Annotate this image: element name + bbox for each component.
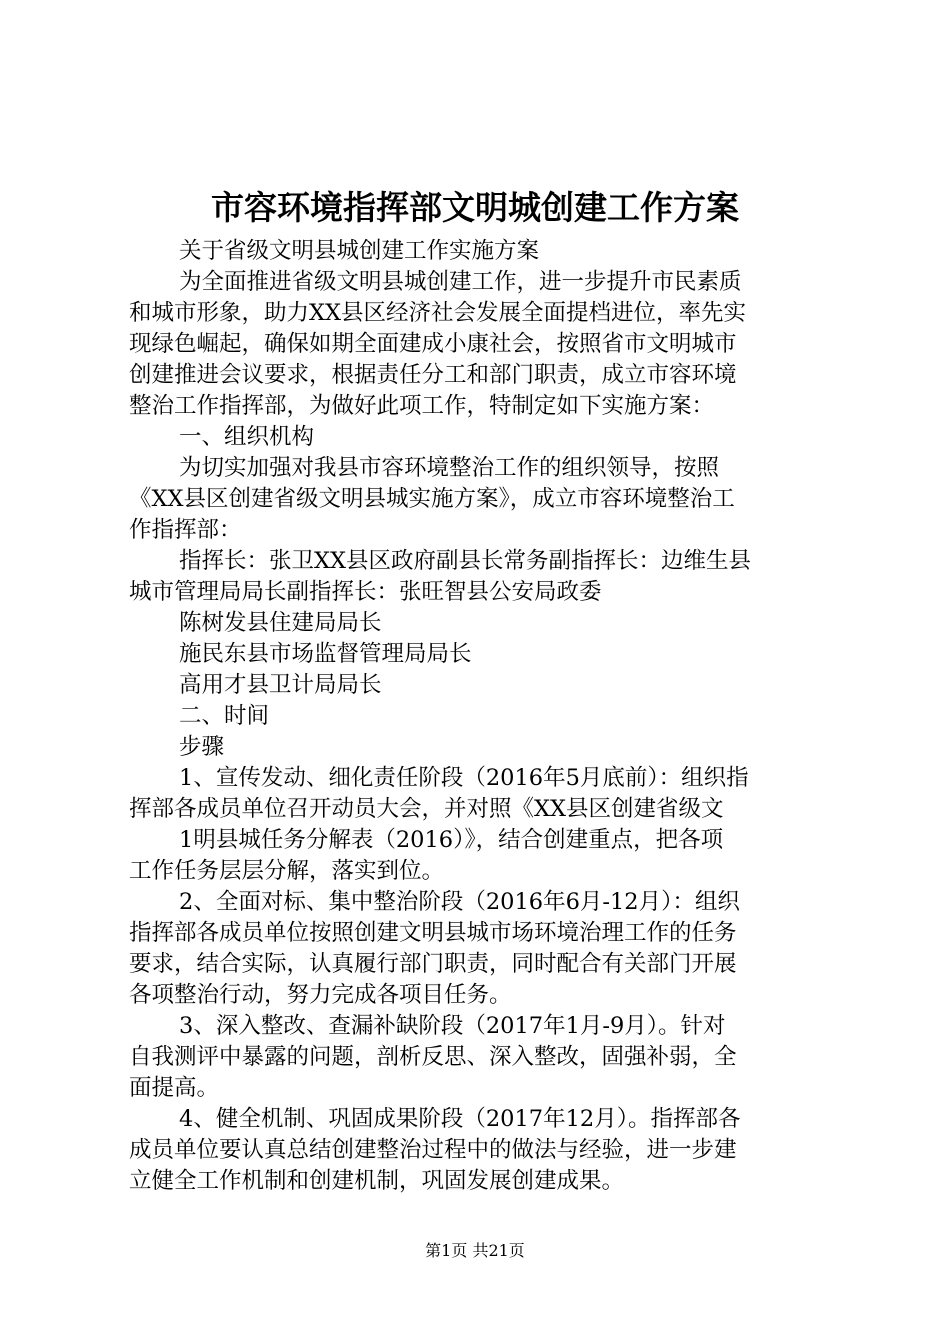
page-footer: 第1页 共21页	[425, 1241, 525, 1260]
text-line: 步骤	[179, 734, 225, 760]
text-line: 各项整治行动，努力完成各项目任务。	[129, 982, 512, 1008]
text-line: 陈树发县住建局局长	[179, 610, 382, 636]
document-body	[129, 236, 829, 1197]
text-line: 指挥长：张卫XX县区政府副县长常务副指挥长：边维生县	[179, 548, 752, 574]
text-line: 高用才县卫计局局长	[179, 672, 382, 698]
text-line: 作指挥部：	[129, 517, 242, 543]
text-line: 自我测评中暴露的问题，剖析反思、深入整改，固强补弱，全	[129, 1044, 737, 1070]
text-line: 一、组织机构	[179, 424, 315, 450]
text-line: 3、深入整改、查漏补缺阶段（2017年1月-9月）。针对	[179, 1013, 726, 1039]
text-line: 《XX县区创建省级文明县城实施方案》，成立市容环境整治工	[129, 486, 735, 512]
text-line: 工作任务层层分解，落实到位。	[129, 858, 445, 884]
text-line: 面提高。	[129, 1075, 220, 1101]
text-line: 城市管理局局长副指挥长：张旺智县公安局政委	[129, 579, 602, 605]
text-line: 成员单位要认真总结创建整治过程中的做法与经验，进一步建	[129, 1137, 737, 1163]
document-title: 市容环境指挥部文明城创建工作方案	[211, 188, 739, 227]
text-line: 创建推进会议要求，根据责任分工和部门职责，成立市容环境	[129, 362, 737, 388]
text-line: 指挥部各成员单位按照创建文明县城市场环境治理工作的任务	[129, 920, 737, 946]
text-line: 现绿色崛起，确保如期全面建成小康社会，按照省市文明城市	[129, 331, 737, 357]
text-line: 挥部各成员单位召开动员大会，并对照《XX县区创建省级文	[129, 796, 724, 822]
text-line: 1、宣传发动、细化责任阶段（2016年5月底前）：组织指	[179, 765, 749, 791]
text-line: 关于省级文明县城创建工作实施方案	[179, 238, 540, 264]
text-line: 1明县城任务分解表（2016）》，结合创建重点，把各项	[179, 827, 724, 853]
text-line: 2、全面对标、集中整治阶段（2016年6月-12月）：组织	[179, 889, 740, 915]
text-line: 二、时间	[179, 703, 270, 729]
text-line: 为全面推进省级文明县城创建工作，进一步提升市民素质	[179, 269, 742, 295]
text-line: 4、健全机制、巩固成果阶段（2017年12月）。指挥部各	[179, 1106, 741, 1132]
text-line: 整治工作指挥部，为做好此项工作，特制定如下实施方案：	[129, 393, 715, 419]
text-line: 为切实加强对我县市容环境整治工作的组织领导，按照	[179, 455, 720, 481]
text-line: 要求，结合实际，认真履行部门职责，同时配合有关部门开展	[129, 951, 737, 977]
text-line: 施民东县市场监督管理局局长	[179, 641, 472, 667]
text-line: 立健全工作机制和创建机制，巩固发展创建成果。	[129, 1168, 625, 1194]
text-line: 和城市形象，助力XX县区经济社会发展全面提档进位，率先实	[129, 300, 747, 326]
